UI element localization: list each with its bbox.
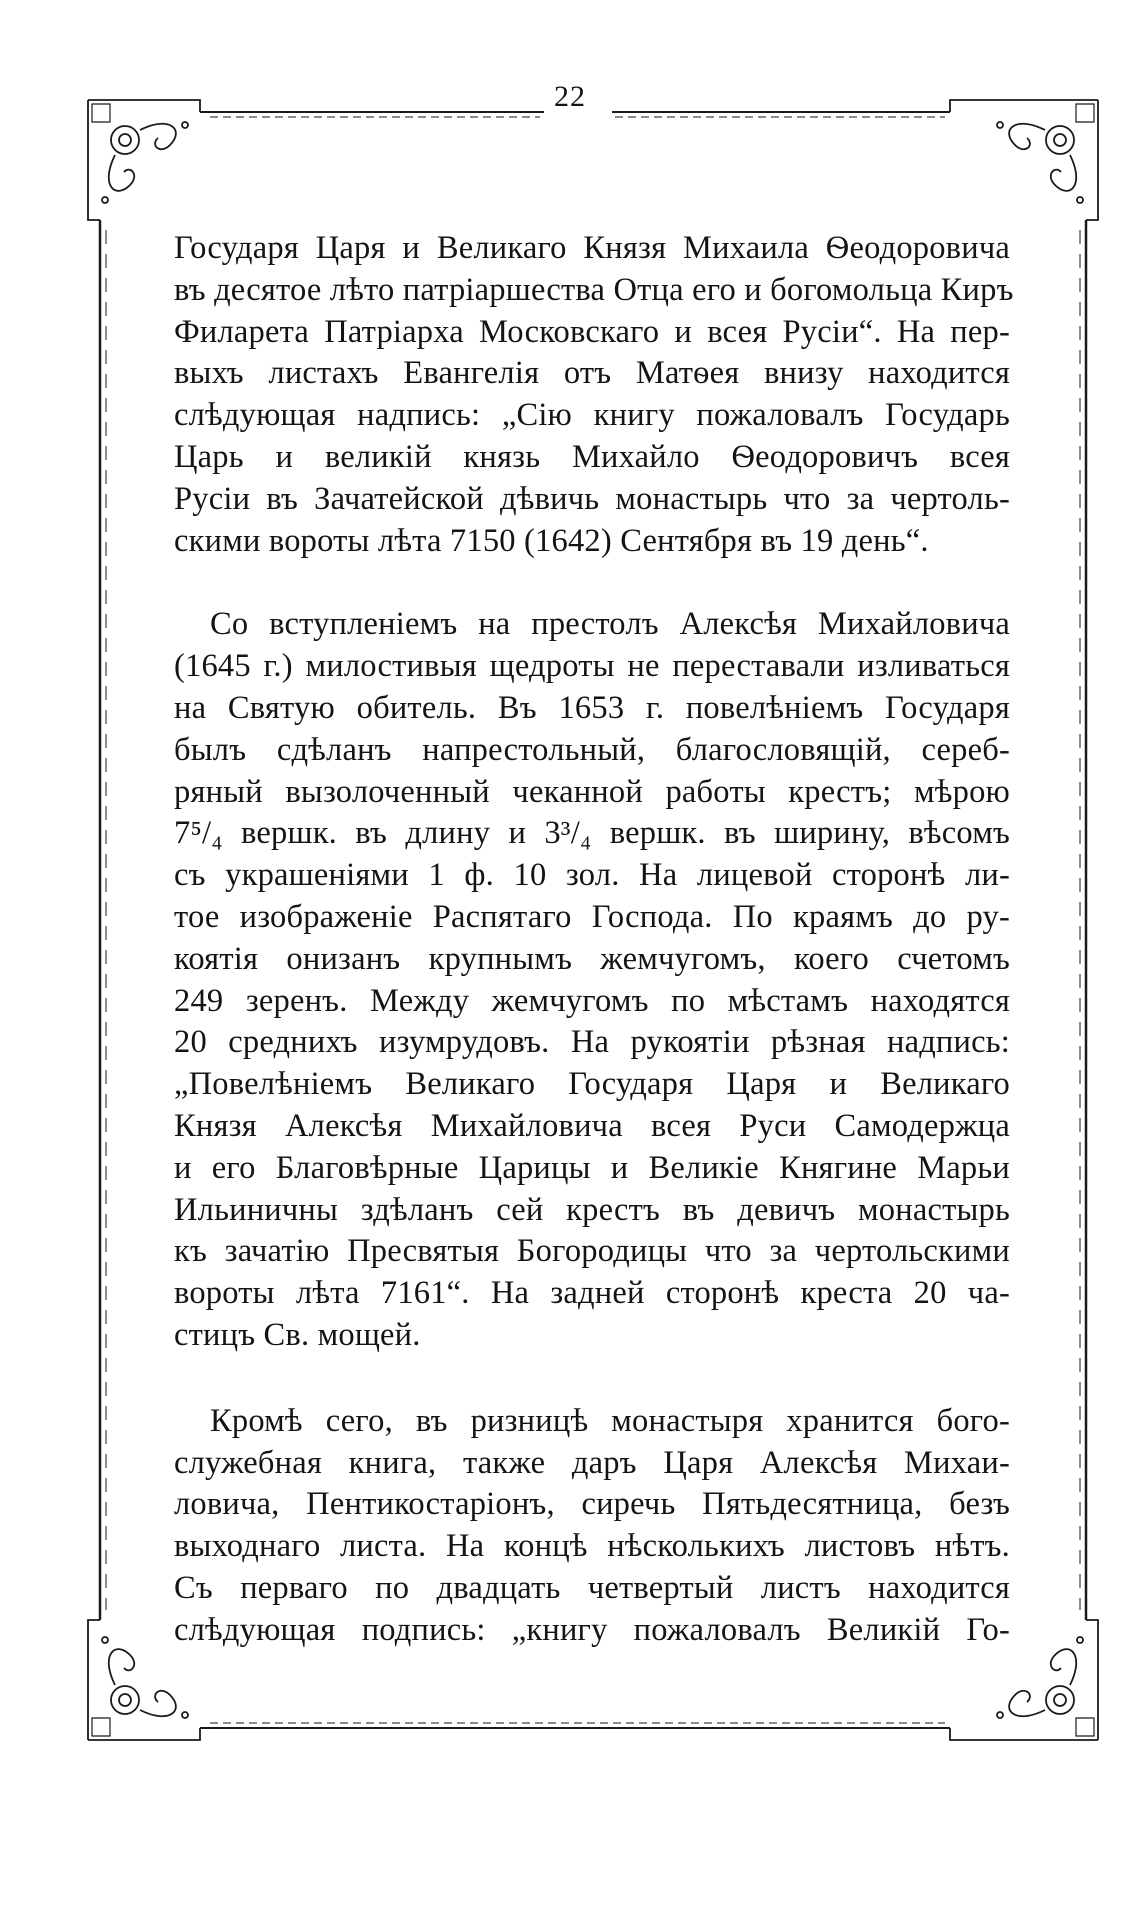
text-line: на Святую обитель. Въ 1653 г. повелѣніемъ Государя xyxy=(174,689,1010,726)
text-line: тое изображеніе Распятаго Господа. По краямъ до ру- xyxy=(174,898,1010,935)
paragraph-spacer xyxy=(174,1357,1010,1401)
text-line: ловича, Пентикостаріонъ, сиречь Пятьдесятница, безъ xyxy=(174,1486,1010,1523)
text-line: коятія онизанъ крупнымъ жемчугомъ, коего счетомъ xyxy=(174,940,1010,977)
paragraph-3 xyxy=(174,1401,1010,1652)
text-line: Русіи въ Зачатейской дѣвичь монастырь что за чертоль- xyxy=(174,480,1010,517)
text-line: и его Благовѣрные Царицы и Великіе Княгине Марьи xyxy=(174,1149,1010,1186)
text-line: Ильиничны здѣланъ сей крестъ въ девичъ монастырь xyxy=(174,1191,1010,1228)
text-line: скими вороты лѣта 7150 (1642) Сентября въ 19 день“. xyxy=(174,522,929,559)
text-line: служебная книга, также даръ Царя Алексѣя Михаи- xyxy=(174,1444,1010,1481)
text-line: 20 среднихъ изумрудовъ. На рукоятіи рѣзная надпись: xyxy=(174,1024,1010,1061)
text-line: выхъ листахъ Евангелія отъ Матѳея внизу находится xyxy=(174,355,1010,392)
corner-ornament-top-left xyxy=(88,100,200,220)
text-line: Со вступленіемъ на престолъ Алексѣя Михайловича xyxy=(210,606,1010,643)
paragraph-1 xyxy=(174,228,1014,562)
text-line: вороты лѣта 7161“. На задней сторонѣ креста 20 ча- xyxy=(174,1275,1010,1312)
body-text xyxy=(174,228,1014,1652)
text-line: 249 зеренъ. Между жемчугомъ по мѣстамъ находятся xyxy=(174,982,1010,1019)
text-line: слѣдующая надпись: „Сію книгу пожаловалъ Государь xyxy=(174,397,1010,434)
text-line: слѣдующая подпись: „книгу пожаловалъ Великій Го- xyxy=(174,1611,1010,1648)
text-line: выходнаго листа. На концѣ нѣсколькихъ листовъ нѣтъ. xyxy=(174,1528,1010,1565)
text-line: Съ перваго по двадцать четвертый листъ находится xyxy=(174,1569,1010,1606)
text-line: стицъ Св. мощей. xyxy=(174,1316,421,1353)
text-line: (1645 г.) милостивыя щедроты не переставали изливаться xyxy=(174,648,1010,685)
corner-ornament-top-right xyxy=(950,100,1098,220)
text-line: Князя Алексѣя Михайловича всея Руси Самодержца xyxy=(174,1107,1010,1144)
text-line: къ зачатію Пресвятыя Богородицы что за чертольскими xyxy=(174,1233,1010,1270)
paragraph-2 xyxy=(174,604,1010,1356)
page-number-text: 22 xyxy=(544,80,596,113)
text-line: 7⁵/₄ вершк. въ длину и 3³/₄ вершк. въ ширину, вѣсомъ xyxy=(174,815,1010,852)
text-line: съ украшеніями 1 ф. 10 зол. На лицевой сторонѣ ли- xyxy=(174,857,1010,894)
text-line: „Повелѣніемъ Великаго Государя Царя и Великаго xyxy=(174,1066,1010,1103)
text-line: въ десятое лѣто патріаршества Отца его и богомольца Киръ xyxy=(174,271,1014,308)
text-line: былъ сдѣланъ напрестольный, благословящій, сереб- xyxy=(174,731,1010,768)
page-number xyxy=(0,80,1140,114)
text-line: ряный вызолоченный чеканной работы крестъ; мѣрою xyxy=(174,773,1010,810)
text-line: Кромѣ сего, въ ризницѣ монастыря хранится бого- xyxy=(210,1402,1010,1439)
text-line: Филарета Патріарха Московскаго и всея Русіи“. На пер- xyxy=(174,313,1010,350)
text-line: Государя Царя и Великаго Князя Михаила Ѳеодоровича xyxy=(174,230,1010,266)
text-line: Царь и великій князь Михайло Ѳеодоровичъ всея xyxy=(174,438,1010,475)
paragraph-spacer xyxy=(174,562,1010,604)
